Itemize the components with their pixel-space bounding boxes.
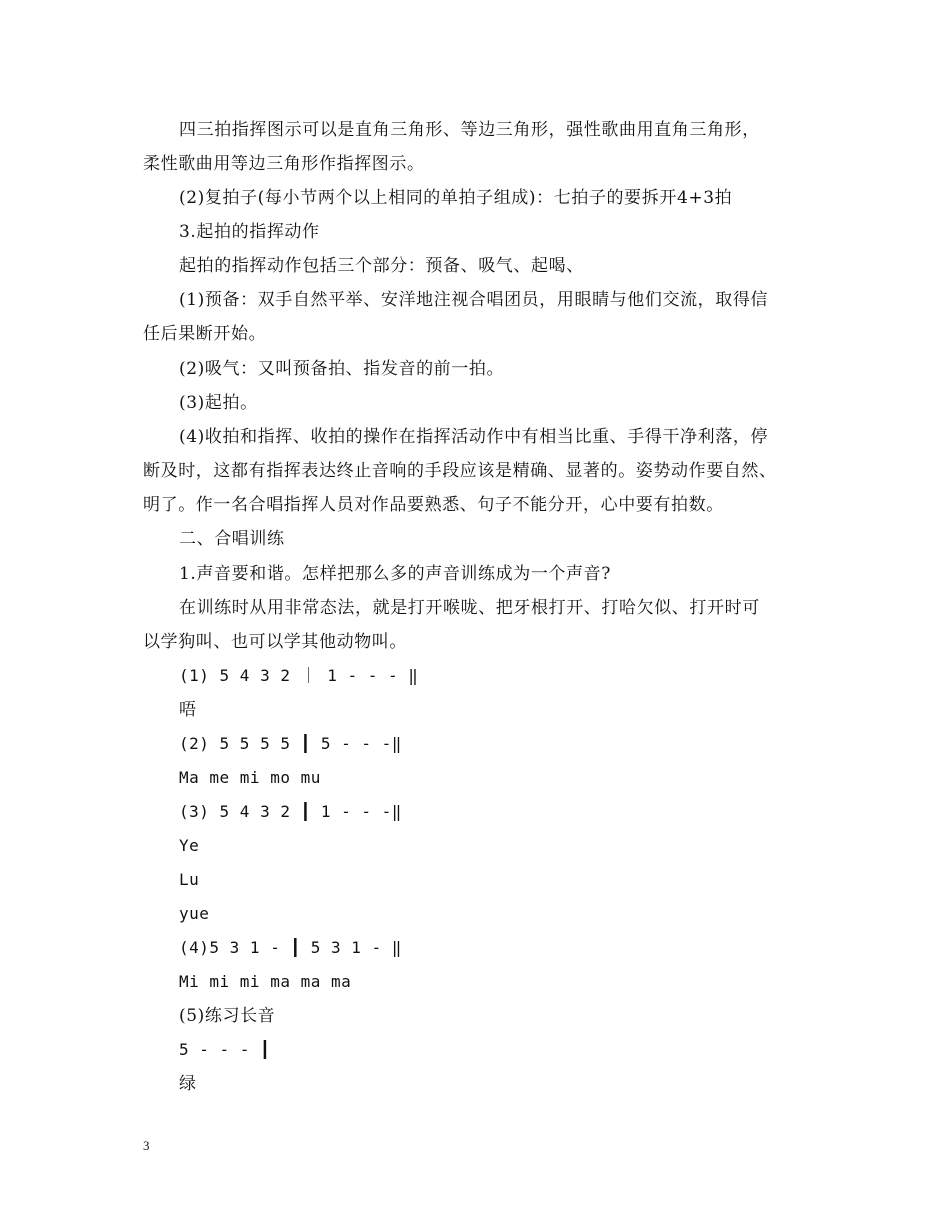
- paragraph-line: 在训练时从用非常态法，就是打开喉咙、把牙根打开、打哈欠似、打开时可: [179, 598, 760, 618]
- paragraph-line: 断及时，这都有指挥表达终止音响的手段应该是精确、显著的。姿势动作要自然、: [143, 461, 777, 481]
- paragraph-line: (2)吸气：又叫预备拍、指发音的前一拍。: [179, 359, 505, 379]
- lyric-line: Ma me mi mo mu: [179, 768, 321, 787]
- paragraph-line: (3)起拍。: [179, 393, 258, 413]
- paragraph-line: (5)练习长音: [179, 1006, 276, 1026]
- notation-line: (4)5 3 1 - ┃ 5 3 1 - ‖: [179, 938, 402, 957]
- lyric-line: yue: [179, 904, 210, 923]
- section-heading: 二、合唱训练: [179, 529, 285, 549]
- lyric-line: Lu: [179, 870, 200, 889]
- paragraph-line: 四三拍指挥图示可以是直角三角形、等边三角形，强性歌曲用直角三角形，: [179, 120, 760, 140]
- paragraph-line: 任后果断开始。: [143, 324, 267, 344]
- section-heading: 3.起拍的指挥动作: [179, 222, 320, 242]
- paragraph-line: (1)预备：双手自然平举、安洋地注视合唱团员，用眼睛与他们交流，取得信: [179, 290, 769, 310]
- paragraph-line: 1.声音要和谐。怎样把那么多的声音训练成为一个声音?: [179, 564, 611, 584]
- notation-line: (1) 5 4 3 2 ｜ 1 - - - ‖: [179, 666, 419, 685]
- paragraph-line: (2)复拍子(每小节两个以上相同的单拍子组成)：七拍子的要拆开4+3拍: [179, 188, 733, 208]
- lyric-line: Mi mi mi ma ma ma: [179, 972, 352, 991]
- lyric-line: Ye: [179, 836, 200, 855]
- paragraph-line: 明了。作一名合唱指挥人员对作品要熟悉、句子不能分开，心中要有拍数。: [143, 495, 724, 515]
- page-number: 3: [143, 1138, 150, 1153]
- paragraph-line: 以学狗叫、也可以学其他动物叫。: [143, 632, 407, 652]
- lyric-line: 唔: [179, 700, 197, 720]
- notation-line: (3) 5 4 3 2 ┃ 1 - - -‖: [179, 802, 402, 821]
- paragraph-line: 柔性歌曲用等边三角形作指挥图示。: [143, 154, 425, 174]
- paragraph-line: (4)收拍和指挥、收拍的操作在指挥活动作中有相当比重、手得干净利落，停: [179, 427, 769, 447]
- lyric-line: 绿: [179, 1074, 197, 1094]
- notation-line: (2) 5 5 5 5 ┃ 5 - - -‖: [179, 734, 402, 753]
- paragraph-line: 起拍的指挥动作包括三个部分：预备、吸气、起喝、: [179, 256, 584, 276]
- notation-line: 5 - - - ┃: [179, 1040, 271, 1059]
